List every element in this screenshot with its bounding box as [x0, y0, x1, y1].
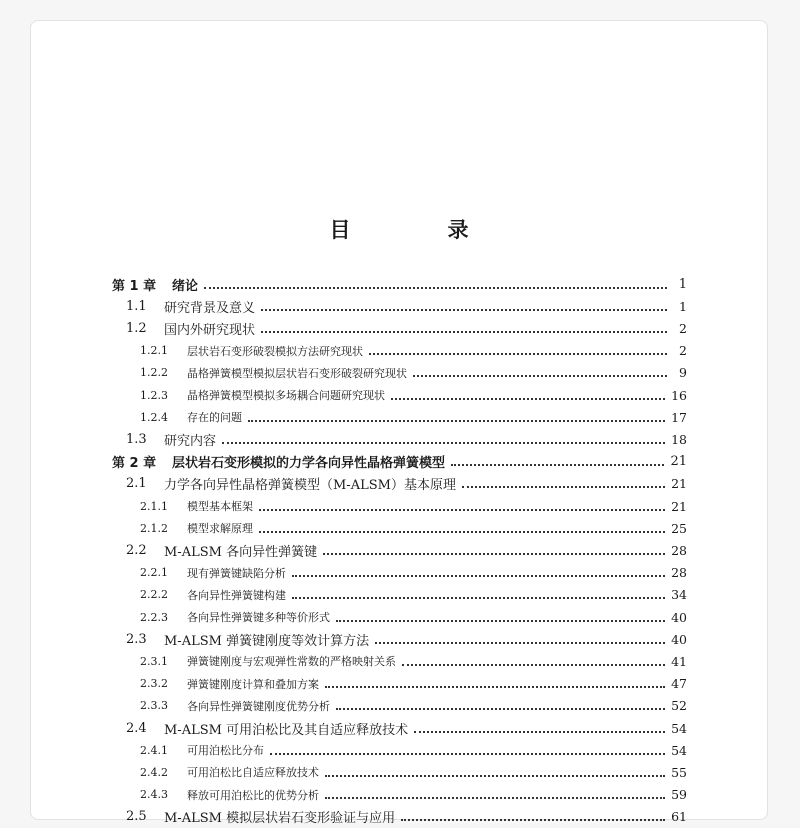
- toc-leader-dots: [325, 774, 665, 777]
- toc-entry-number: 1.2.4: [140, 410, 168, 424]
- toc-leader-dots: [369, 352, 667, 355]
- toc-entry-page-number: 40: [671, 631, 687, 647]
- toc-entry-page-number: 28: [671, 565, 687, 581]
- toc-entry-page-number: 54: [671, 742, 687, 758]
- toc-entry-title: 晶格弹簧模型模拟多场耦合问题研究现状: [187, 389, 385, 402]
- toc-leader-dots: [325, 796, 665, 799]
- toc-entry-page-number: 28: [671, 542, 687, 558]
- toc-entry-page-number: 1: [679, 298, 687, 314]
- toc-entry-page-number: 55: [671, 764, 687, 780]
- toc-entry[interactable]: [31, 317, 767, 339]
- toc-leader-dots: [261, 308, 667, 311]
- toc-entry-title: 各向异性弹簧键刚度优势分析: [187, 699, 330, 713]
- toc-entry-title: 各向异性弹簧键多种等价形式: [187, 611, 330, 624]
- toc-leader-dots: [375, 641, 665, 644]
- toc-entry[interactable]: [31, 384, 767, 406]
- toc-entry-title: 晶格弹簧模型模拟层状岩石变形破裂研究现状: [187, 366, 407, 380]
- toc-leader-dots: [270, 752, 665, 755]
- toc-entry-page-number: 9: [679, 365, 687, 381]
- toc-entry-page-number: 34: [671, 587, 687, 603]
- toc-entry-number: 1.2.2: [140, 366, 168, 380]
- toc-entry[interactable]: [31, 495, 767, 517]
- toc-entry-title: 存在的问题: [187, 411, 242, 425]
- toc-entry-number: 2.2.1: [140, 566, 168, 580]
- toc-leader-dots: [462, 485, 665, 488]
- toc-entry-title: 模型求解原理: [187, 522, 253, 536]
- toc-leader-dots: [323, 552, 665, 555]
- toc-entry-number: 2.1.1: [140, 499, 168, 513]
- toc-leader-dots: [222, 441, 665, 444]
- toc-entry-number: 1.2.1: [140, 344, 168, 358]
- toc-leader-dots: [204, 286, 667, 289]
- toc-leader-dots: [292, 574, 665, 577]
- toc-entry-page-number: 52: [671, 698, 687, 714]
- toc-entry-number: 2.1.2: [140, 521, 168, 535]
- toc-entry-title: M-ALSM 可用泊松比及其自适应释放技术: [164, 722, 409, 738]
- toc-entry[interactable]: [31, 584, 767, 606]
- toc-entry-page-number: 2: [679, 320, 687, 336]
- toc-leader-dots: [401, 818, 665, 821]
- toc-entry-title: 弹簧键刚度计算和叠加方案: [187, 677, 319, 691]
- toc-entry-title: M-ALSM 各向异性弹簧键: [164, 544, 318, 560]
- toc-leader-dots: [402, 663, 665, 666]
- toc-entry[interactable]: [31, 784, 767, 806]
- toc-entry-page-number: 21: [671, 498, 687, 514]
- toc-entry-page-number: 54: [671, 720, 687, 736]
- toc-entry-number: 1.2: [126, 320, 147, 336]
- toc-entry[interactable]: [31, 650, 767, 672]
- toc-entry[interactable]: [31, 406, 767, 428]
- toc-entry-page-number: 41: [671, 653, 687, 669]
- toc-entry-number: 2.3.3: [140, 699, 168, 713]
- toc-leader-dots: [391, 397, 665, 400]
- toc-entry-number: 2.4.3: [140, 788, 168, 802]
- toc-leader-dots: [413, 374, 667, 377]
- toc-entry-title: 研究内容: [164, 433, 217, 449]
- toc-entry-number: 2.4.2: [140, 765, 168, 779]
- toc-leader-dots: [248, 419, 665, 422]
- toc-entry[interactable]: [31, 539, 767, 561]
- toc-entry-page-number: 21: [670, 454, 687, 470]
- toc-entry[interactable]: [31, 473, 767, 495]
- toc-entry-number: 2.3.2: [140, 677, 168, 691]
- toc-leader-dots: [325, 685, 665, 688]
- toc-entry-page-number: 17: [671, 409, 687, 425]
- toc-entry-title: M-ALSM 模拟层状岩石变形验证与应用: [164, 811, 396, 827]
- toc-entry-number: 2.3.1: [140, 654, 168, 668]
- toc-entry-number: 1.3: [126, 431, 147, 447]
- toc-entry-page-number: 18: [671, 431, 687, 447]
- toc-entry[interactable]: [31, 606, 767, 628]
- toc-entry-title: 绪论: [172, 278, 199, 294]
- toc-entry-title: 弹簧键刚度与宏观弹性常数的严格映射关系: [187, 655, 396, 669]
- toc-entry-page-number: 47: [671, 676, 687, 692]
- toc-entry-number: 1.1: [126, 298, 147, 314]
- toc-entry[interactable]: [31, 673, 767, 695]
- toc-entry-number: 第 1 章: [112, 278, 157, 294]
- toc-leader-dots: [261, 330, 667, 333]
- toc-entry-page-number: 2: [679, 343, 687, 359]
- toc-entry[interactable]: [31, 717, 767, 739]
- toc-entry-number: 2.4: [126, 720, 147, 736]
- toc-entry[interactable]: [31, 451, 767, 473]
- page-title: 目 录: [329, 218, 507, 242]
- toc-entry-page-number: 25: [671, 520, 687, 536]
- toc-entry-number: 2.1: [126, 476, 147, 492]
- document-page: [30, 20, 768, 827]
- toc-entry[interactable]: [31, 562, 767, 584]
- toc-entry-title: 各向异性弹簧键构建: [187, 588, 286, 602]
- toc-entry-title: 国内外研究现状: [164, 322, 256, 338]
- toc-leader-dots: [259, 530, 665, 533]
- toc-entry[interactable]: [31, 761, 767, 783]
- toc-entry[interactable]: [31, 362, 767, 384]
- toc-entry-title: 可用泊松比自适应释放技术: [187, 766, 319, 780]
- toc-entry[interactable]: [31, 273, 767, 295]
- toc-entry-title: 模型基本框架: [187, 500, 253, 513]
- toc-leader-dots: [259, 508, 665, 511]
- toc-entry-number: 2.5: [126, 809, 147, 825]
- toc-entry-number: 2.2.3: [140, 610, 168, 624]
- toc-entry-title: 力学各向异性晶格弹簧模型（M-ALSM）基本原理: [164, 478, 456, 494]
- toc-entry[interactable]: [31, 628, 767, 650]
- toc-entry[interactable]: [31, 806, 767, 828]
- toc-entry-title: 可用泊松比分布: [187, 744, 264, 758]
- toc-entry-title: 现有弹簧键缺陷分析: [187, 566, 286, 580]
- toc-entry-title: 释放可用泊松比的优势分析: [187, 788, 319, 802]
- toc-entry-page-number: 59: [671, 787, 687, 803]
- toc-leader-dots: [451, 463, 664, 466]
- toc-entry-number: 第 2 章: [112, 456, 157, 472]
- toc-entry-number: 2.2.2: [140, 588, 168, 602]
- toc-entry[interactable]: [31, 428, 767, 450]
- toc-leader-dots: [292, 596, 665, 599]
- toc-entry-number: 2.3: [126, 631, 147, 647]
- toc-entry-title: 层状岩石变形破裂模拟方法研究现状: [187, 344, 363, 358]
- toc-entry[interactable]: [31, 739, 767, 761]
- toc-leader-dots: [336, 707, 665, 710]
- toc-entry-title: 研究背景及意义: [164, 300, 256, 316]
- toc-entry-page-number: 40: [671, 609, 687, 625]
- toc-leader-dots: [414, 730, 665, 733]
- toc-entry-number: 2.4.1: [140, 743, 168, 757]
- toc-entry-page-number: 21: [671, 476, 687, 492]
- toc-entry[interactable]: [31, 340, 767, 362]
- toc-entry-title: M-ALSM 弹簧键刚度等效计算方法: [164, 633, 370, 649]
- toc-entry-page-number: 61: [671, 809, 687, 825]
- toc-entry[interactable]: [31, 695, 767, 717]
- toc-entry-title: 层状岩石变形模拟的力学各向异性晶格弹簧模型: [172, 456, 446, 472]
- toc-entry-number: 2.2: [126, 542, 147, 558]
- toc-entry[interactable]: [31, 295, 767, 317]
- toc-entry[interactable]: [31, 517, 767, 539]
- toc-entry-page-number: 1: [678, 276, 687, 292]
- toc-entry-number: 1.2.3: [140, 388, 168, 402]
- toc-leader-dots: [336, 619, 665, 622]
- toc-entry-page-number: 16: [671, 387, 687, 403]
